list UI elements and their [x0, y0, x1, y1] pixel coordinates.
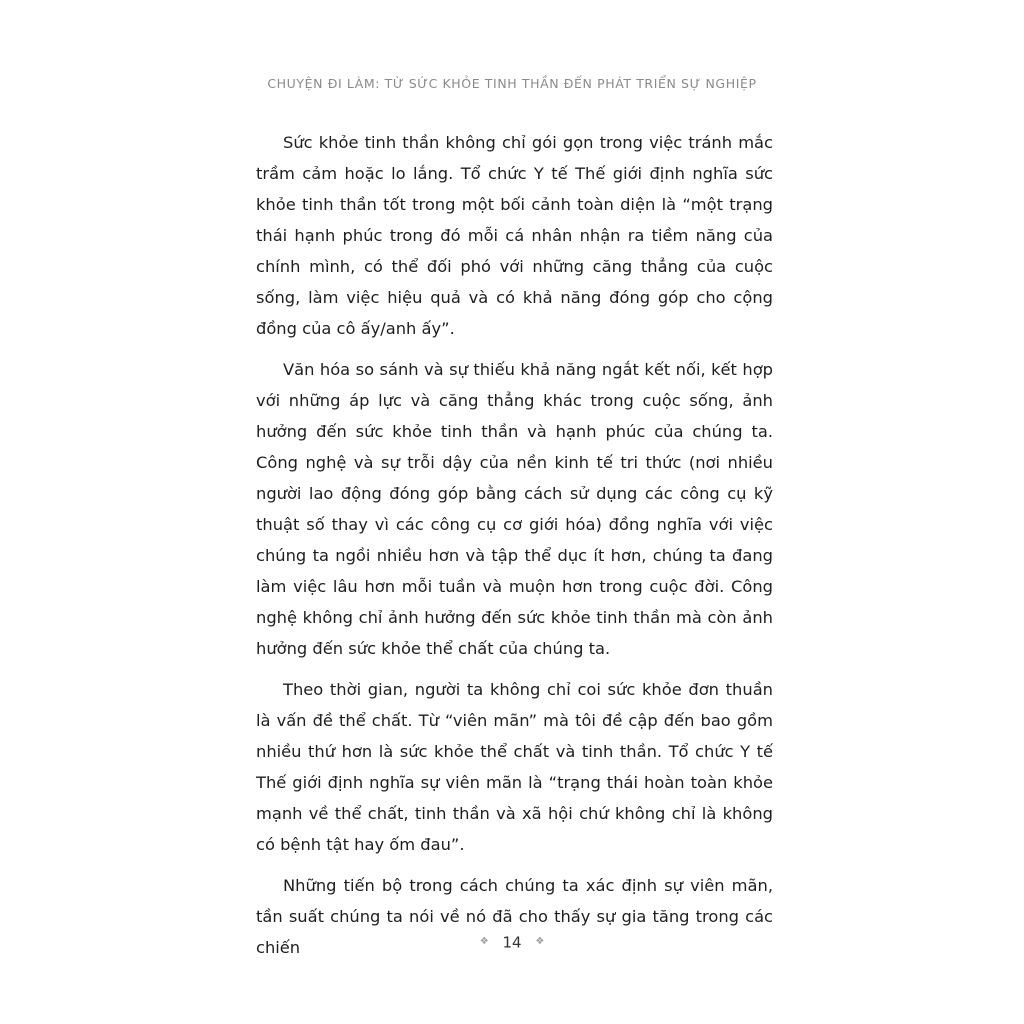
page-footer [0, 933, 1024, 952]
ornament-right-icon: ❖ [535, 936, 545, 947]
ornament-left-icon: ❖ [479, 936, 489, 947]
paragraph-2: Văn hóa so sánh và sự thiếu khả năng ngắt kết nối, kết hợp với những áp lực và căng thẳng khác trong cuộc sống, ảnh hưởng đến sức khỏe tinh thần và hạnh phúc của chúng ta. Công nghệ và sự trỗi dậy của nền kinh tế tri thức (nơi nhiều người lao động đóng góp bằng cách sử dụng các công cụ kỹ thuật số thay vì các công cụ cơ giới hóa) đồng nghĩa với việc chúng ta ngồi nhiều hơn và tập thể dục ít hơn, chúng ta đang làm việc lâu hơn mỗi tuần và muộn hơn trong cuộc đời. Công nghệ không chỉ ảnh hưởng đến sức khỏe tinh thần mà còn ảnh hưởng đến sức khỏe thể chất của chúng ta. [256, 360, 773, 658]
running-header: CHUYỆN ĐI LÀM: TỪ SỨC KHỎE TINH THẦN ĐẾN PHÁT TRIỂN SỰ NGHIỆP [267, 76, 757, 91]
paragraph-4: Những tiến bộ trong cách chúng ta xác định sự viên mãn, tần suất chúng ta nói về nó đã cho thấy sự gia tăng trong các chiến [256, 876, 773, 957]
page-number: 14 [502, 933, 522, 952]
body-text [256, 127, 773, 963]
paragraph-1: Sức khỏe tinh thần không chỉ gói gọn trong việc tránh mắc trầm cảm hoặc lo lắng. Tổ chức Y tế Thế giới định nghĩa sức khỏe tinh thần tốt trong một bối cảnh toàn diện là “một trạng thái hạnh phúc trong đó mỗi cá nhân nhận ra tiềm năng của chính mình, có thể đối phó với những căng thẳng của cuộc sống, làm việc hiệu quả và có khả năng đóng góp cho cộng đồng của cô ấy/anh ấy”. [256, 133, 773, 338]
paragraph-3: Theo thời gian, người ta không chỉ coi sức khỏe đơn thuần là vấn đề thể chất. Từ “viên mãn” mà tôi đề cập đến bao gồm nhiều thứ hơn là sức khỏe thể chất và tinh thần. Tổ chức Y tế Thế giới định nghĩa sự viên mãn là “trạng thái hoàn toàn khỏe mạnh về thể chất, tinh thần và xã hội chứ không chỉ là không có bệnh tật hay ốm đau”. [256, 680, 773, 854]
